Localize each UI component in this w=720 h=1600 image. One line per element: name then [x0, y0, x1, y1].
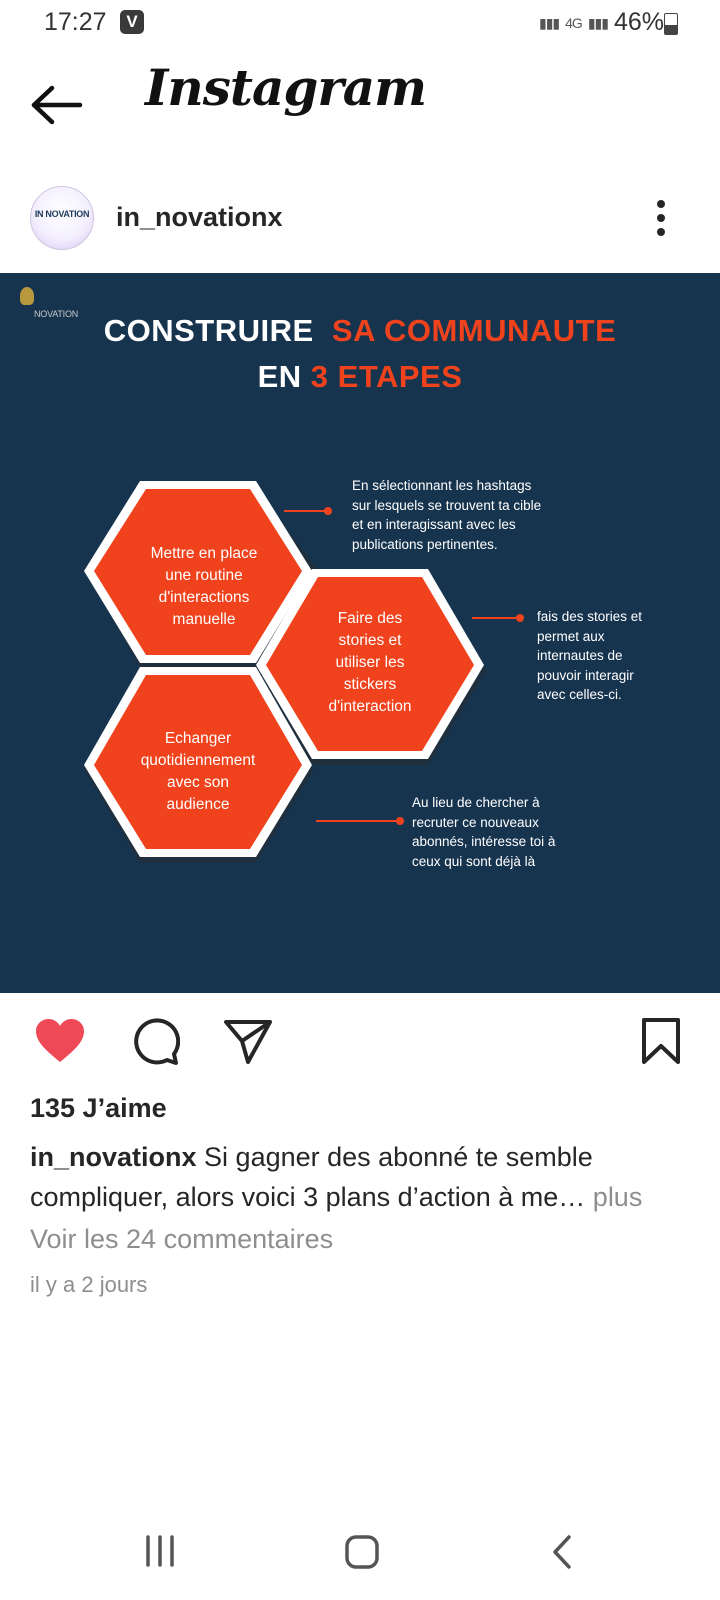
title-white-part: CONSTRUIRE	[103, 313, 314, 348]
recent-apps-icon[interactable]	[142, 1534, 178, 1568]
title-white-part-2: EN	[257, 359, 302, 394]
likes-count[interactable]: 135 J’aime	[30, 1093, 167, 1123]
status-bar	[0, 0, 720, 48]
avatar[interactable]	[30, 186, 94, 250]
battery-icon	[664, 13, 678, 35]
comment-icon[interactable]	[130, 1016, 180, 1066]
bookmark-icon[interactable]	[638, 1016, 684, 1066]
title-orange-part: SA COMMUNAUTE	[331, 313, 617, 348]
step-1-note: En sélectionnant les hashtags sur lesquels se trouvent ta cible et en interagissant avec les publications pertinentes.	[352, 478, 542, 552]
status-time: 17:27	[44, 8, 107, 36]
signal-icon: ▮▮▮	[539, 14, 560, 31]
app-title-logo: Instagram	[145, 58, 426, 117]
arrow-left-icon	[34, 88, 80, 122]
post-image[interactable]	[0, 273, 720, 993]
more-options-icon[interactable]	[646, 196, 676, 240]
hexagon-1-label: Mettre en place une routine d'interactions manuelle	[150, 545, 258, 628]
heart-icon[interactable]	[34, 1018, 86, 1064]
hexagon-2-label: Faire des stories et utiliser les stickers d'interaction	[328, 610, 412, 715]
post-username[interactable]: in_novationx	[116, 202, 283, 232]
nav-back-icon[interactable]	[550, 1534, 574, 1570]
post-logo-text: NOVATION	[34, 309, 79, 319]
title-orange-part-2: 3 ETAPES	[310, 359, 463, 394]
step-3-note: Au lieu de chercher à recruter ce nouveaux abonnés, intéresse toi à ceux qui sont déjà là	[412, 795, 556, 869]
caption-username[interactable]: in_novationx	[30, 1142, 197, 1172]
connector-line-1	[284, 507, 332, 515]
connector-line-2	[472, 614, 524, 622]
back-button[interactable]	[26, 80, 86, 130]
hexagon-3-label: Echanger quotidiennement avec son audience	[140, 730, 256, 813]
post-timestamp: il y a 2 jours	[30, 1272, 148, 1297]
connector-line-3	[316, 817, 404, 825]
avatar-logo-text: IN NOVATION	[34, 209, 90, 219]
share-send-icon[interactable]	[222, 1016, 274, 1066]
vpn-icon: V	[120, 10, 144, 34]
caption-text: Si gagner des abonné te semble compliquer, alors voici 3 plans d’action à me…	[30, 1142, 593, 1212]
signal-icon-2: ▮▮▮	[587, 14, 608, 31]
step-2-note: fais des stories et permet aux internautes de pouvoir interagir avec celles-ci.	[537, 609, 643, 702]
network-type-label: 4G	[565, 15, 582, 32]
home-icon[interactable]	[344, 1534, 380, 1570]
battery-percent: 46%	[613, 8, 664, 36]
view-comments-link[interactable]: Voir les 24 commentaires	[30, 1224, 334, 1254]
post-caption	[30, 1137, 690, 1217]
caption-more-link[interactable]: plus	[592, 1182, 643, 1212]
status-indicators	[539, 8, 664, 37]
